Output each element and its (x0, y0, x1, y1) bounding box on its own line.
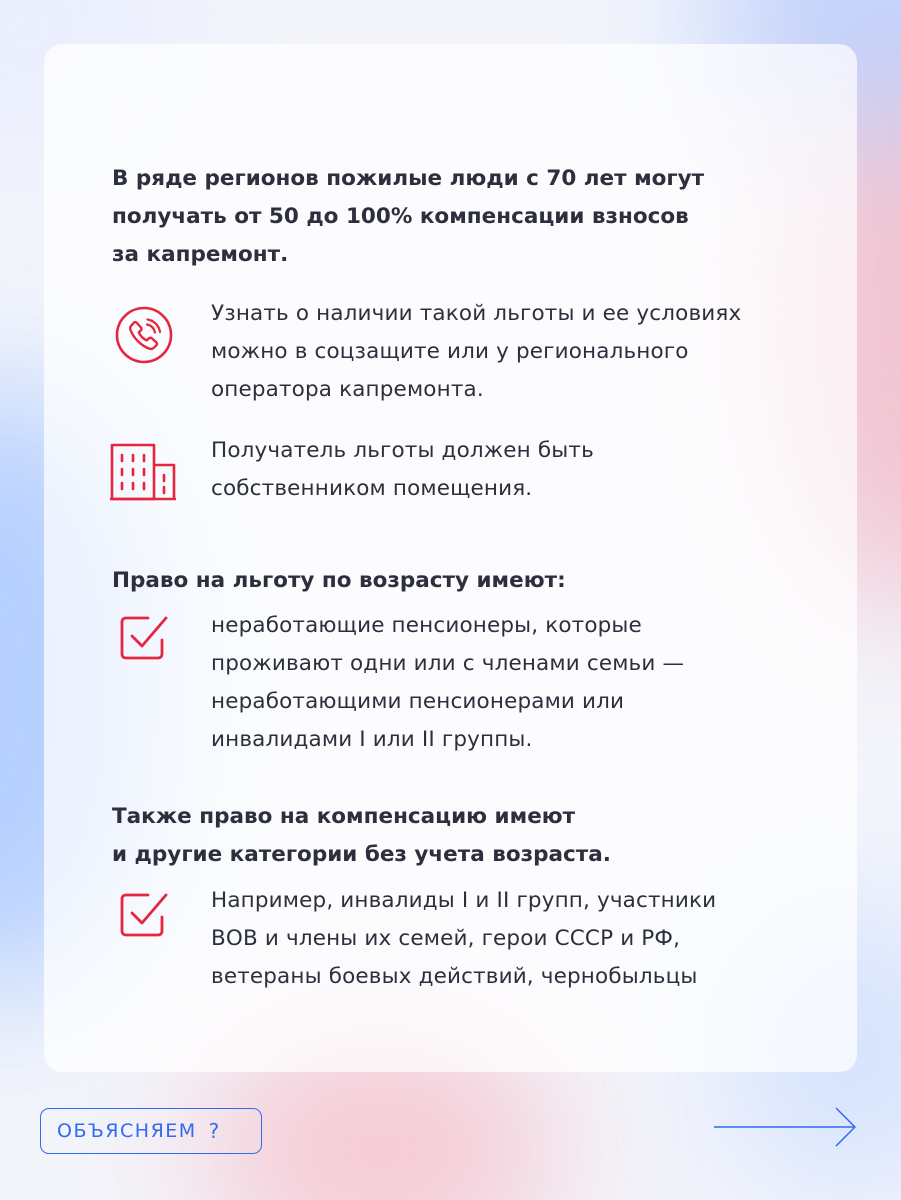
info-row-owner-text: Получатель льготы должен быть собственником помещения. (211, 438, 594, 501)
building-icon (110, 443, 178, 501)
explain-badge-label: ОБЪЯСНЯЕМ (57, 1120, 197, 1142)
age-section-item-text: неработающие пенсионеры, которые проживают одни или с членами семьи — неработающими пенсионерами или инвалидами I или II группы. (211, 613, 685, 752)
checkbox-icon (118, 889, 170, 941)
phone-icon (114, 305, 174, 365)
intro-heading: В ряде регионов пожилые люди с 70 лет могут получать от 50 до 100% компенсации взносов за капремонт. (112, 166, 705, 267)
explain-badge[interactable] (40, 1108, 262, 1154)
arrow-right-icon[interactable] (714, 1106, 858, 1148)
other-section-heading: Также право на компенсацию имеют и другие категории без учета возраста. (112, 804, 611, 867)
checkbox-icon (118, 612, 170, 664)
other-section-item-text: Например, инвалиды I и II групп, участники ВОВ и члены их семей, герои СССР и РФ, ветераны боевых действий, чернобыльцы (211, 888, 717, 989)
info-row-phone-text: Узнать о наличии такой льготы и ее условиях можно в соцзащите или у регионального оператора капремонта. (211, 301, 742, 402)
question-icon: ? (208, 1119, 221, 1143)
age-section-heading: Право на льготу по возрасту имеют: (112, 568, 566, 593)
